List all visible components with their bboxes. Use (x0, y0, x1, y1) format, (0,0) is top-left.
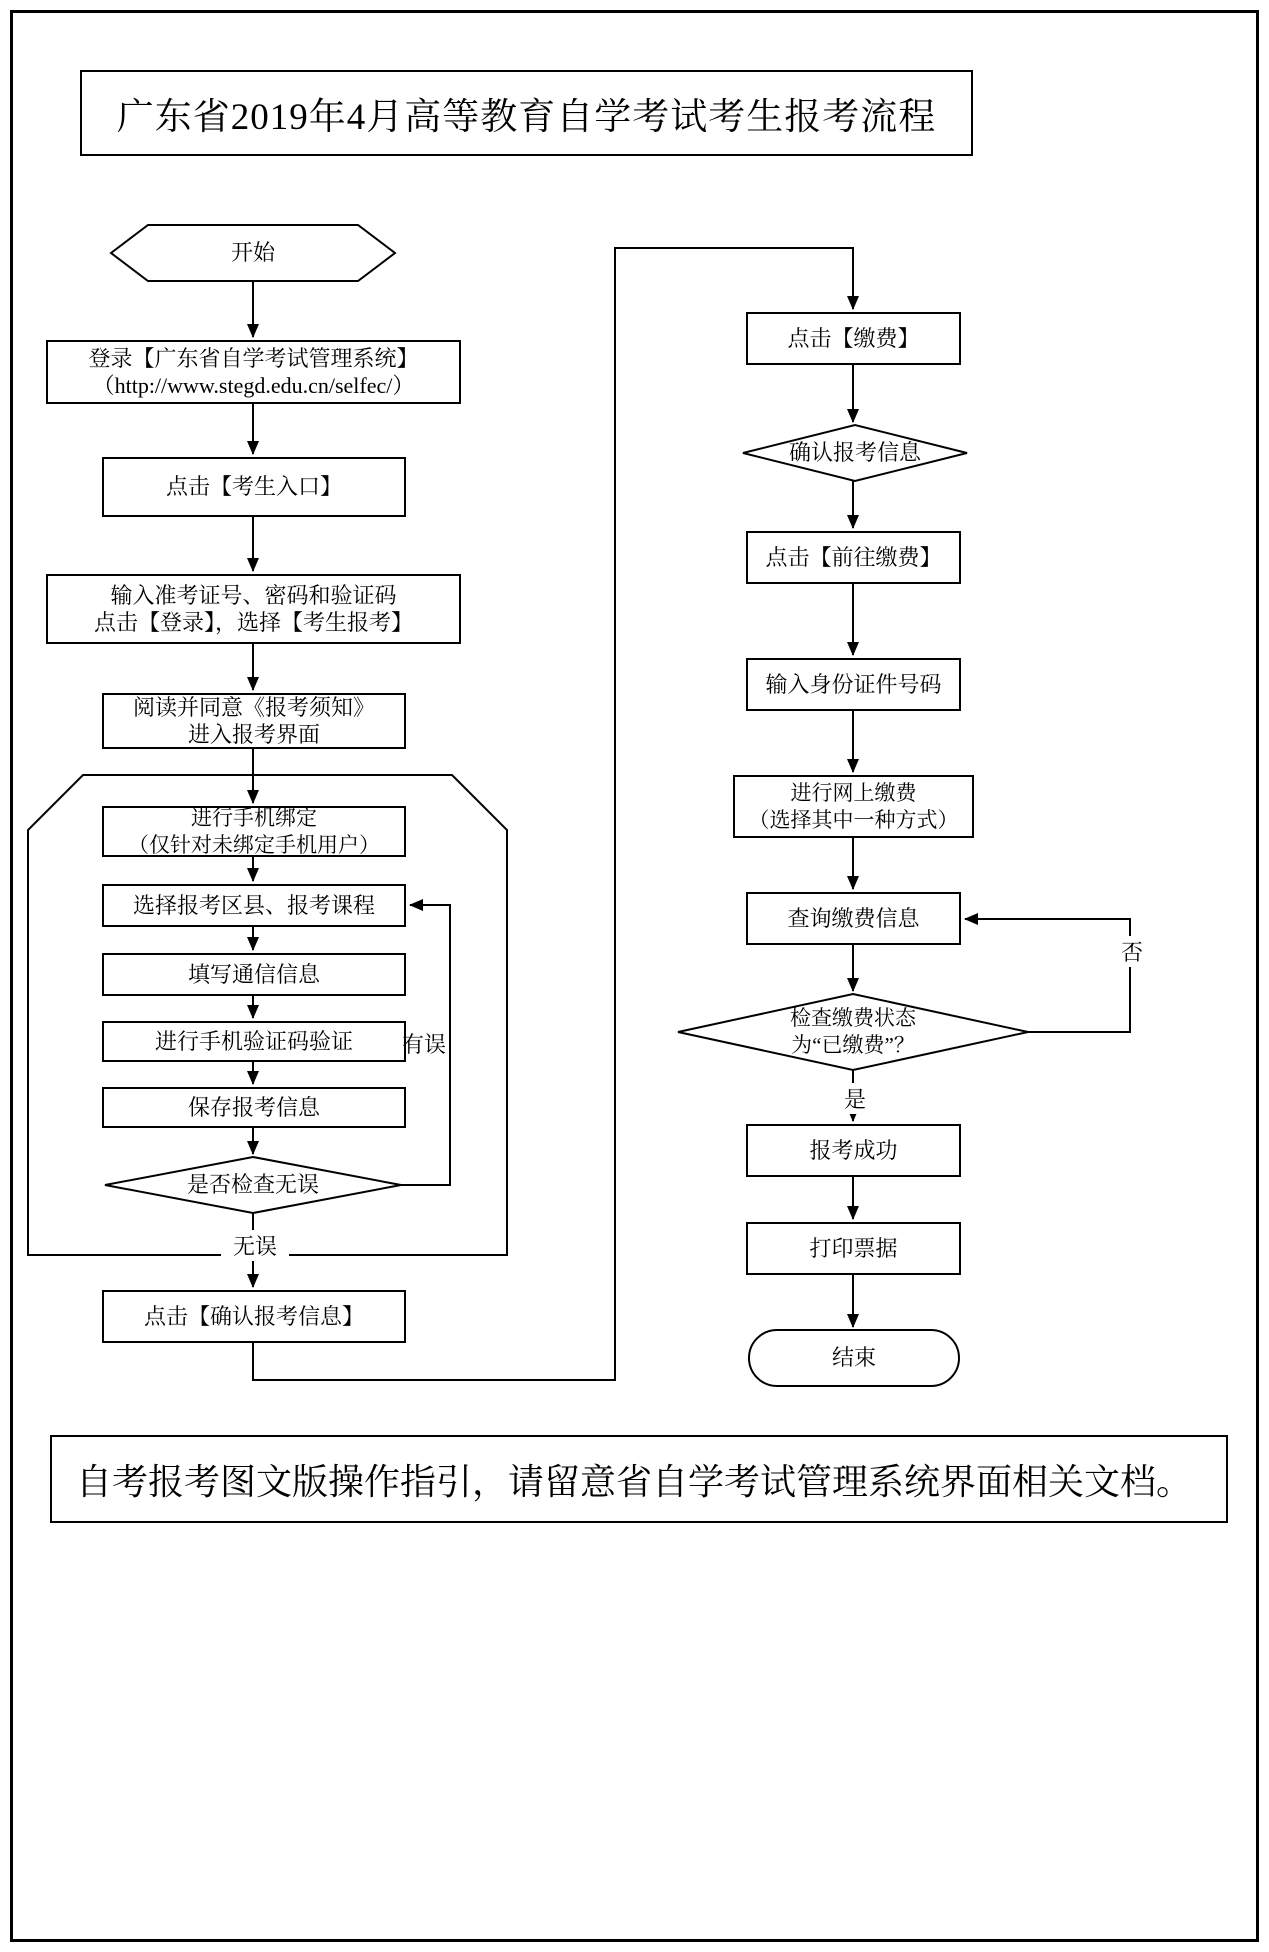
flow-node-notice (102, 693, 406, 749)
start-hexagon-shape (111, 225, 395, 281)
flow-node-start-label: 开始 (230, 239, 275, 265)
flow-node-credentials-line2: 点击【登录】，选择【考生报考】 (93, 610, 413, 635)
flow-node-end-label: 结束 (831, 1344, 876, 1370)
footer-note: 自考报考图文版操作指引，请留意省自学考试管理系统界面相关文档。 (50, 1435, 1228, 1523)
flow-node-bind-phone-line2: （仅针对未绑定手机用户） (128, 832, 380, 857)
flow-node-fill-contact: 填写通信信息 (102, 953, 406, 996)
flow-node-select-courses: 选择报考区县、报考课程 (102, 884, 406, 927)
end-terminator-shape (749, 1330, 959, 1386)
flow-node-login-line1: 登录【广东省自学考试管理系统】 (88, 345, 419, 371)
flow-node-candidate-entry: 点击【考生入口】 (102, 457, 406, 517)
flow-node-print-receipt: 打印票据 (746, 1222, 961, 1275)
page-title: 广东省2019年4月高等教育自学考试考生报考流程 (80, 70, 973, 156)
flow-node-success: 报考成功 (746, 1124, 961, 1177)
flow-node-notice-line1: 阅读并同意《报考须知》 (132, 694, 375, 720)
flow-node-credentials (46, 574, 461, 644)
edge-label-has-error: 有误 (401, 1032, 446, 1057)
decision-check-paid-line2: 为“已缴费”？ (791, 1033, 915, 1057)
flow-node-go-pay: 点击【前往缴费】 (746, 531, 961, 584)
flow-node-online-pay-line2: （选择其中一种方式） (748, 807, 959, 832)
edge-label-yes: 是 (831, 1083, 879, 1114)
flow-node-confirm-info: 点击【确认报考信息】 (102, 1290, 406, 1343)
flow-node-sms-verify: 进行手机验证码验证 (102, 1021, 406, 1062)
flow-node-query-payment: 查询缴费信息 (746, 892, 961, 945)
decision-check-correct-label: 是否检查无误 (186, 1171, 319, 1197)
decision-check-paid-shape (678, 994, 1028, 1070)
decision-check-paid-line1: 检查缴费状态 (790, 1005, 916, 1030)
edge-label-no: 否 (1108, 936, 1156, 967)
flow-node-login-line2: （http://www.stegd.edu.cn/selfec/） (92, 373, 415, 398)
decision-confirm-reg-shape (743, 425, 967, 481)
flow-node-credentials-line1: 输入准考证号、密码和验证码 (110, 582, 397, 608)
flow-node-online-pay-line1: 进行网上缴费 (790, 781, 917, 806)
flow-node-login (46, 340, 461, 404)
decision-confirm-reg-label: 确认报考信息 (788, 439, 921, 465)
flow-node-bind-phone-line1: 进行手机绑定 (191, 806, 317, 831)
flow-node-notice-line2: 进入报考界面 (187, 722, 320, 747)
flow-node-save-info: 保存报考信息 (102, 1087, 406, 1128)
decision-check-correct-shape (105, 1157, 401, 1213)
flow-node-bind-phone (102, 806, 406, 857)
flow-node-input-id: 输入身份证件号码 (746, 658, 961, 711)
flow-node-online-pay (733, 775, 974, 838)
flow-node-click-pay: 点击【缴费】 (746, 312, 961, 365)
arrow-notpaid-loopback (965, 919, 1130, 1032)
edge-label-no-error: 无误 (221, 1230, 289, 1261)
